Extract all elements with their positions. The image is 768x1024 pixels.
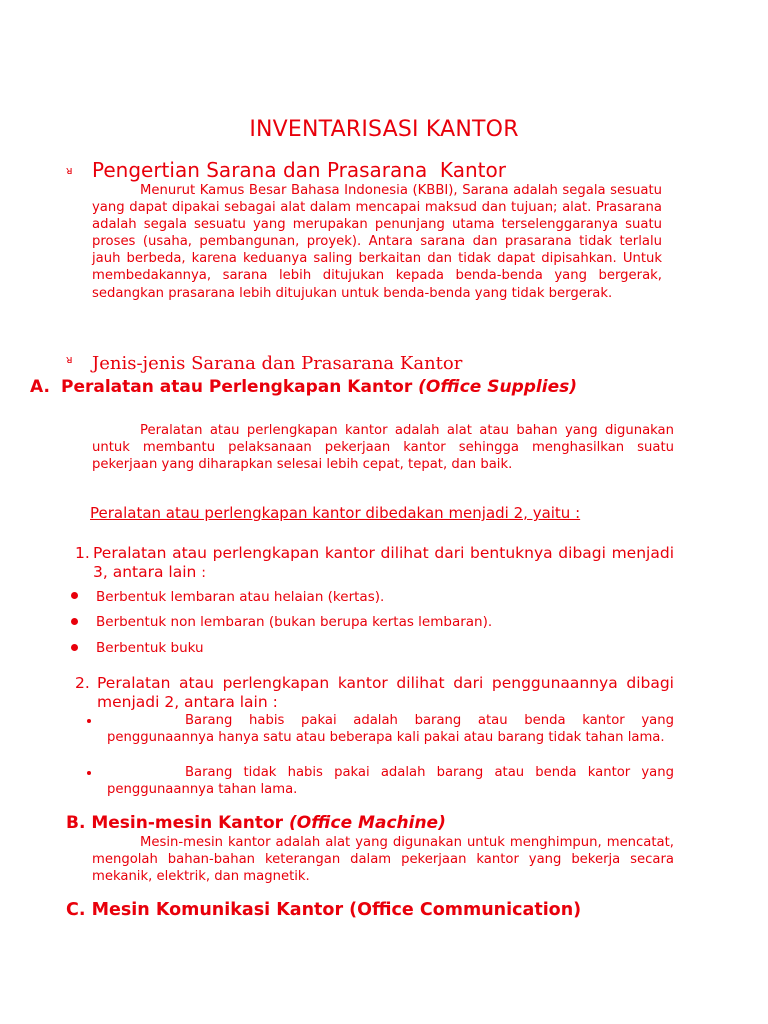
part-b-heading (66, 812, 446, 834)
part-a-label: A. (30, 377, 50, 397)
bullet-dot-icon (71, 644, 78, 651)
item-2-text: Peralatan atau perlengkapan kantor dilihat dari penggunaannya dibagi menjadi 2, antara lain : (97, 674, 674, 711)
part-b-heading-italic: (Office Machine) (288, 813, 446, 833)
bullet-dot-icon (71, 618, 78, 625)
section-heading-pengertian: Pengertian Sarana dan Prasarana Kantor (92, 158, 506, 182)
subtitle-dibedakan: Peralatan atau perlengkapan kantor dibedakan menjadi 2, yaitu : (90, 504, 581, 522)
bullet-dot-icon (87, 771, 91, 775)
part-b-heading-text: Mesin-mesin Kantor (91, 813, 284, 833)
part-c-heading (66, 899, 581, 921)
part-a-heading-text: Peralatan atau Perlengkapan Kantor (61, 377, 413, 397)
section-heading-jenis: Jenis-jenis Sarana dan Prasarana Kantor (92, 353, 463, 374)
item-1-number: 1. (75, 544, 90, 562)
list-item: Berbentuk non lembaran (bukan berupa kertas lembaran). (96, 614, 493, 630)
item-1-suffix: : (201, 565, 207, 581)
item-1-text (93, 544, 674, 583)
page-title: INVENTARISASI KANTOR (249, 117, 519, 142)
part-c-label: C. (66, 900, 86, 920)
part-b-label: B. (66, 813, 86, 833)
bullet-marker-icon: ᴚ (66, 164, 73, 177)
list-item: Barang tidak habis pakai adalah barang atau benda kantor yang penggunaannya tahan lama. (107, 765, 674, 798)
part-c-heading-text: Mesin Komunikasi Kantor (Office Communication) (91, 900, 582, 920)
part-a-heading-italic: (Office Supplies) (418, 377, 577, 397)
paragraph-peralatan: Peralatan atau perlengkapan kantor adalah alat atau bahan yang digunakan untuk membantu pelaksanaan pekerjaan kantor sehingga menghasilkan suatu pekerjaan yang diharapkan selesai lebih cepat, tepat, dan baik. (92, 423, 674, 473)
part-a-heading (61, 376, 673, 398)
bullet-dot-icon (87, 719, 91, 723)
bullet-marker-icon: ᴚ (66, 353, 73, 366)
list-item: Barang habis pakai adalah barang atau benda kantor yang penggunaannya hanya satu atau beberapa kali pakai atau barang tidak tahan lama. (107, 713, 674, 746)
paragraph-mesin: Mesin-mesin kantor adalah alat yang digunakan untuk menghimpun, mencatat, mengolah bahan-bahan keterangan dalam pekerjaan kantor yang bekerja secara mekanik, elektrik, dan magnetik. (92, 835, 674, 885)
bullet-dot-icon (71, 592, 78, 599)
list-item: Berbentuk buku (96, 640, 204, 656)
item-2-number: 2. (75, 674, 90, 692)
paragraph-pengertian: Menurut Kamus Besar Bahasa Indonesia (KBBI), Sarana adalah segala sesuatu yang dapat dipakai sebagai alat dalam mencapai maksud dan tujuan; alat. Prasarana adalah segala sesuatu yang merupakan penunjang utama terselenggaranya suatu proses (usaha, pembangunan, proyek). Antara sarana dan prasarana tidak terlalu jauh berbeda, karena keduanya saling berkaitan dan tidak dapat dipisahkan. Untuk membedakannya, sarana lebih ditujukan kepada benda-benda yang bergerak, sedangkan prasarana lebih ditujukan untuk benda-benda yang tidak bergerak. (92, 183, 662, 301)
list-item: Berbentuk lembaran atau helaian (kertas). (96, 589, 385, 605)
item-1-text-main: Peralatan atau perlengkapan kantor dilihat dari bentuknya dibagi menjadi 3, antara lain (93, 544, 674, 581)
